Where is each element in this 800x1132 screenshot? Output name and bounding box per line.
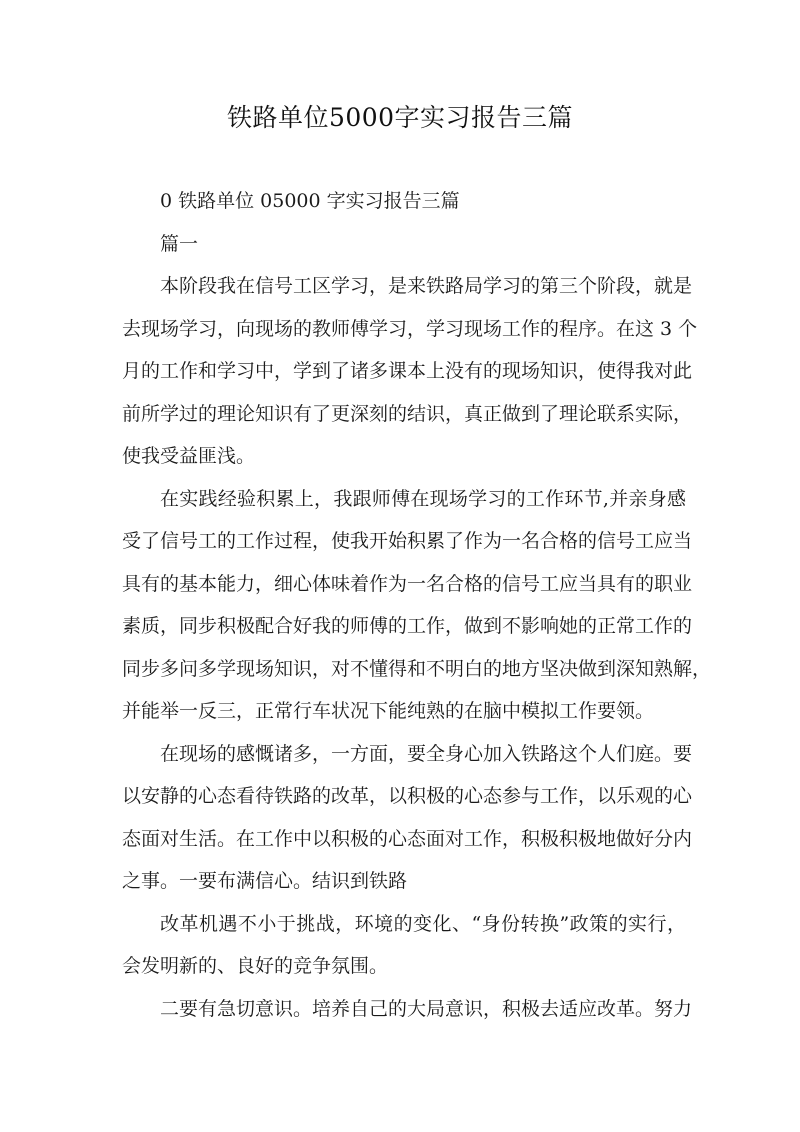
text-line: 以安静的心态看待铁路的改革，以积极的心态参与工作，以乐观的心 [122, 785, 693, 807]
text-line: 并能举一反三，正常行车状况下能纯熟的在脑中模拟工作要领。 [122, 700, 655, 722]
text-line: 使我受益匪浅。 [122, 445, 256, 467]
document-title: 铁路单位5000字实习报告三篇 [226, 103, 574, 132]
text-line: 同步多问多学现场知识，对不懂得和不明白的地方坚决做到深知熟解， [122, 657, 712, 680]
text-line: 月的工作和学习中，学到了诸多课本上没有的现场知识，使得我对此 [122, 360, 693, 382]
text-line: 之事。一要布满信心。结识到铁路 [122, 870, 408, 892]
text-line: 受了信号工的工作过程，使我开始积累了作为一名合格的信号工应当 [122, 530, 693, 552]
text-line: 本阶段我在信号工区学习，是来铁路局学习的第三个阶段，就是 [160, 275, 693, 297]
text-line: 前所学过的理论知识有了更深刻的结识，真正做到了理论联系实际， [122, 402, 693, 425]
text-line: 素质，同步积极配合好我的师傅的工作，做到不影响她的正常工作的 [122, 615, 693, 637]
text-line: 篇一 [160, 232, 199, 255]
document-body [122, 180, 712, 1030]
text-line: 去现场学习，向现场的教师傅学习，学习现场工作的程序。在这 3 个 [122, 317, 698, 340]
text-line: 改革机遇不小于挑战，环境的变化、“身份转换”政策的实行， [160, 912, 686, 935]
text-line: 态面对生活。在工作中以积极的心态面对工作，积极积极地做好分内 [122, 827, 693, 850]
text-line: 在现场的感慨诸多，一方面，要全身心加入铁路这个人们庭。要 [160, 742, 693, 765]
text-line: 0 铁路单位 05000 字实习报告三篇 [160, 190, 460, 212]
text-line: 在实践经验积累上，我跟师傅在现场学习的工作环节,并亲身感 [160, 487, 686, 510]
text-line: 二要有急切意识。培养自己的大局意识，积极去适应改革。努力 [160, 997, 693, 1020]
text-line: 会发明新的、良好的竞争氛围。 [122, 955, 389, 977]
text-line: 具有的基本能力，细心体味着作为一名合格的信号工应当具有的职业 [122, 572, 693, 595]
